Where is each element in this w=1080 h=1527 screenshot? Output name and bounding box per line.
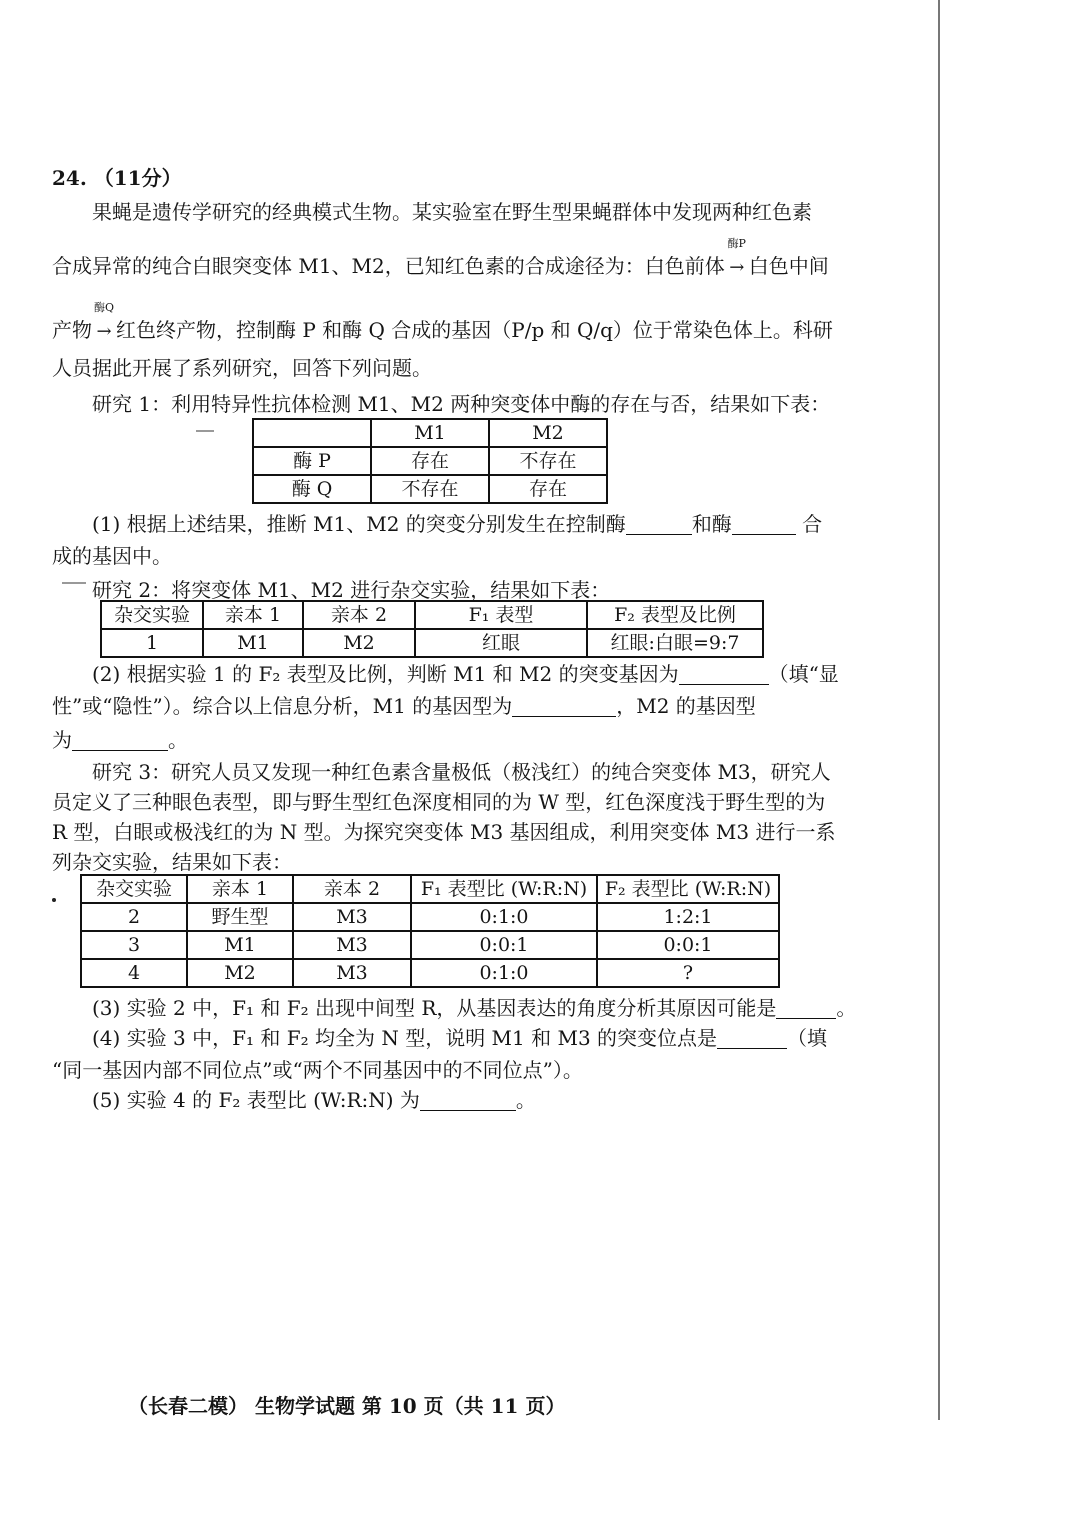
enzyme-q-arrow: 酶Q → — [93, 301, 115, 342]
q2-blank-2[interactable] — [512, 696, 616, 717]
study2-cell: M1 — [203, 629, 303, 657]
study2-header-cell: 杂交实验 — [101, 601, 203, 629]
q1-text-c: 合 — [802, 512, 823, 536]
study1-cell: 不存在 — [371, 475, 489, 503]
q1-blank-1[interactable] — [626, 514, 692, 535]
intro-line-1: 果蝇是遗传学研究的经典模式生物。某实验室在野生型果蝇群体中发现两种红色素 — [92, 200, 812, 224]
study3-cell: M3 — [293, 931, 411, 959]
study3-table-header — [81, 875, 779, 903]
study2-cell: 红眼:白眼=9:7 — [587, 629, 763, 657]
study2-cell: 红眼 — [415, 629, 587, 657]
study2-header-cell: 亲本 2 — [303, 601, 415, 629]
study1-cell: 存在 — [371, 447, 489, 475]
intro-line-3-b: 红色终产物，控制酶 P 和酶 Q 合成的基因（P/p 和 Q/q）位于常染色体上。科研 — [116, 318, 833, 342]
study3-cell: ? — [597, 959, 779, 987]
study3-header-cell: F₁ 表型比 (W:R:N) — [411, 875, 597, 903]
study3-table-row — [81, 931, 779, 959]
study2-table-row — [101, 629, 763, 657]
study3-cell: 2 — [81, 903, 187, 931]
study3-table — [80, 874, 780, 988]
enzyme-p-arrow: 酶P → — [725, 252, 749, 282]
study3-cell: 4 — [81, 959, 187, 987]
study1-header-cell: M1 — [371, 419, 489, 447]
study3-header-cell: 亲本 1 — [187, 875, 293, 903]
q5-blank[interactable] — [420, 1090, 516, 1111]
study3-cell: M3 — [293, 959, 411, 987]
q2-text-b: （填“显 — [768, 662, 839, 686]
q2-text-c: 性”或“隐性”）。综合以上信息分析，M1 的基因型为 — [52, 694, 513, 718]
q2-blank-1[interactable] — [679, 664, 769, 685]
intro-line-2-b: 白色中间 — [748, 254, 829, 278]
q2-text-d: ，M2 的基因型 — [616, 694, 756, 718]
study1-header-cell — [253, 419, 371, 447]
q5-line — [92, 1086, 536, 1114]
study1-table-row — [253, 475, 607, 503]
q5-text-b: 。 — [515, 1088, 536, 1112]
study3-cell: 1:2:1 — [597, 903, 779, 931]
intro-line-3 — [52, 301, 833, 346]
study1-cell: 酶 P — [253, 447, 371, 475]
scan-artifact-line — [196, 430, 214, 432]
study3-line-3: R 型，白眼或极浅红的为 N 型。为探究突变体 M3 基因组成，利用突变体 M3 进行一系 — [52, 820, 836, 844]
study1-table — [252, 418, 608, 504]
q3-text-a: (3) 实验 2 中，F₁ 和 F₂ 出现中间型 R，从基因表达的角度分析其原因可能是 — [92, 996, 777, 1020]
study3-header-cell: 杂交实验 — [81, 875, 187, 903]
study3-cell: 0:0:1 — [411, 931, 597, 959]
study3-cell: 0:1:0 — [411, 959, 597, 987]
study1-table-header — [253, 419, 607, 447]
study3-cell: M1 — [187, 931, 293, 959]
q3-blank[interactable] — [776, 998, 836, 1019]
intro-line-3-a: 产物 — [52, 318, 92, 342]
q4-blank[interactable] — [717, 1028, 787, 1049]
study2-header-cell: 亲本 1 — [203, 601, 303, 629]
q3-text-b: 。 — [836, 996, 857, 1020]
stray-dot — [52, 898, 56, 902]
study1-cell: 酶 Q — [253, 475, 371, 503]
study2-table — [100, 600, 764, 658]
q1-line-2: 成的基因中。 — [52, 544, 172, 568]
q2-text-f: 。 — [168, 728, 188, 752]
study2-cell: 1 — [101, 629, 203, 657]
study1-cell: 不存在 — [489, 447, 607, 475]
study3-header-cell: 亲本 2 — [293, 875, 411, 903]
intro-line-2-a: 合成异常的纯合白眼突变体 M1、M2，已知红色素的合成途径为：白色前体 — [52, 254, 725, 278]
q3-line — [92, 994, 856, 1022]
q4-line-2: “同一基因内部不同位点”或“两个不同基因中的不同位点”）。 — [52, 1058, 583, 1082]
q1-line-1 — [92, 510, 822, 538]
q4-text-b: （填 — [787, 1026, 828, 1050]
study1-table-row — [253, 447, 607, 475]
question-number: 24. （11分） — [52, 166, 182, 190]
study2-cell: M2 — [303, 629, 415, 657]
study1-text: 研究 1：利用特异性抗体检测 M1、M2 两种突变体中酶的存在与否，结果如下表： — [92, 392, 831, 416]
study3-cell: M2 — [187, 959, 293, 987]
study1-header-cell: M2 — [489, 419, 607, 447]
study3-cell: 0:1:0 — [411, 903, 597, 931]
q2-blank-3[interactable] — [72, 730, 168, 751]
q2-line-1 — [92, 660, 839, 688]
page-footer: （长春二模） 生物学试题 第 10 页（共 11 页） — [128, 1394, 566, 1418]
q4-text-a: (4) 实验 3 中，F₁ 和 F₂ 均全为 N 型，说明 M1 和 M3 的突变位点是 — [92, 1026, 718, 1050]
study3-cell: 野生型 — [187, 903, 293, 931]
q5-text-a: (5) 实验 4 的 F₂ 表型比 (W:R:N) 为 — [92, 1088, 420, 1112]
q1-text-a: (1) 根据上述结果，推断 M1、M2 的突变分别发生在控制酶 — [92, 512, 626, 536]
study2-header-cell: F₁ 表型 — [415, 601, 587, 629]
study3-table-row — [81, 959, 779, 987]
study3-line-2: 员定义了三种眼色表型，即与野生型红色深度相同的为 W 型，红色深度浅于野生型的为 — [52, 790, 826, 814]
q4-line-1 — [92, 1024, 827, 1052]
q1-text-b: 和酶 — [691, 512, 732, 536]
study3-cell: 3 — [81, 931, 187, 959]
enzyme-q-label: 酶Q — [93, 301, 115, 314]
study2-header-cell: F₂ 表型及比例 — [587, 601, 763, 629]
intro-line-4: 人员据此开展了系列研究，回答下列问题。 — [52, 356, 432, 380]
enzyme-p-label: 酶P — [727, 237, 746, 250]
study3-header-cell: F₂ 表型比 (W:R:N) — [597, 875, 779, 903]
study3-line-1: 研究 3：研究人员又发现一种红色素含量极低（极浅红）的纯合突变体 M3，研究人 — [92, 760, 831, 784]
study3-table-row — [81, 903, 779, 931]
study3-cell: 0:0:1 — [597, 931, 779, 959]
study3-line-4: 列杂交实验，结果如下表： — [52, 850, 292, 874]
q2-line-2 — [52, 692, 756, 720]
study1-cell: 存在 — [489, 475, 607, 503]
intro-line-2 — [52, 237, 829, 282]
q2-text-e: 为 — [52, 728, 72, 752]
study3-cell: M3 — [293, 903, 411, 931]
study2-text: 研究 2：将突变体 M1、M2 进行杂交实验，结果如下表： — [92, 578, 611, 602]
q2-text-a: (2) 根据实验 1 的 F₂ 表型及比例，判断 M1 和 M2 的突变基因为 — [92, 662, 679, 686]
scan-artifact-line — [62, 582, 86, 584]
q2-line-3 — [52, 726, 188, 754]
q1-blank-2[interactable] — [732, 514, 796, 535]
study2-table-header — [101, 601, 763, 629]
